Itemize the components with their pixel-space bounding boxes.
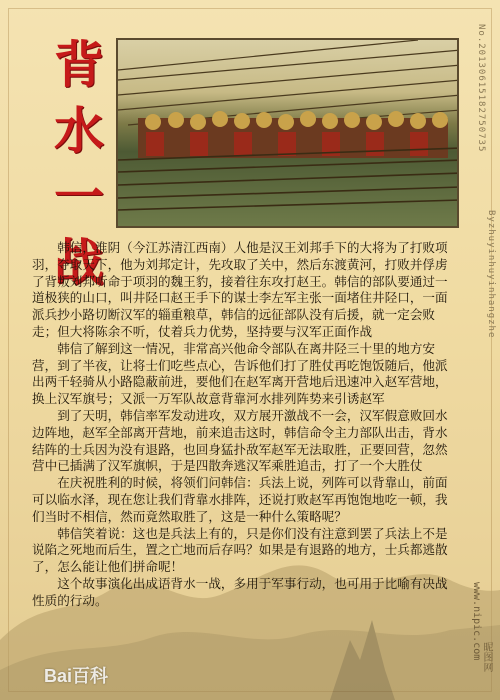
title-char-4: 战	[54, 233, 104, 292]
story-text	[32, 240, 456, 610]
paragraph-2: 韩信了解到这一情况，非常高兴他命令部队在离井陉三十里的地方安营，到了半夜，让将士们吃些点心，告诉他们打了胜仗再吃饱饭随后，他派出两千轻骑从小路隐蔽前进，要他们在赵军离开营地后迅速冲入赵军营地，换上汉军旗号；又派一万军队故意背靠河水排列阵势来引诱赵军	[32, 340, 448, 407]
paragraph-3: 到了天明，韩信率军发动进攻，双方展开激战不一会，汉军假意败回水边阵地，赵军全部离开营地，前来追击这时，韩信命令主力部队出击，背水结阵的士兵因为没有退路，也回身猛扑敌军赵军无法取胜，正要回营，忽然营中已插满了汉军旗帜，于是四散奔逃汉军乘胜追击，打了一个大胜仗	[32, 407, 448, 474]
phalanx-illustration	[118, 40, 459, 228]
paragraph-6: 这个故事演化出成语背水一战，多用于军事行动，也可用于比喻有决战性质的行动。	[32, 575, 448, 608]
image-id-text: No.20130615182750735	[476, 24, 486, 153]
title-char-1: 背	[54, 35, 104, 94]
author-text: Byzhuyinhuyinhangzhe	[486, 210, 496, 339]
paragraph-1: 韩信，淮阴（今江苏清江西南）人他是汉王刘邦手下的大将为了打败项羽，夺取天下，他为刘邦定计，先攻取了关中，然后东渡黄河，打败并俘虏了背叛刘邦听命于项羽的魏王豹，接着往东攻打赵王。韩信的部队要通过一道极狭的山口，叫井陉口赵王手下的谋士李左军主张一面堵住井陉口，一面派兵抄小路切断汉军的辎重粮草，韩信的远征部队没有后援，就一定会败走；但大将陈余不听，仗着兵力优势，坚持要与汉军正面作战	[32, 240, 448, 339]
baike-watermark: Bai百科	[44, 666, 109, 686]
site-url: www.nipic.com	[471, 581, 482, 660]
title-char-3: 一	[54, 167, 104, 226]
battle-painting	[116, 38, 459, 228]
paragraph-4: 在庆祝胜利的时候，将领们问韩信：兵法上说，列阵可以背靠山，前面可以临水泽，现在您让我们背靠水排阵，还说打败赵军再饱饱地吃一顿，我们当时不相信，然而竟然取胜了，这是一种什么策略呢？	[32, 475, 448, 524]
title-char-2: 水	[54, 101, 104, 160]
paragraph-5: 韩信笑着说：这也是兵法上有的，只是你们没有注意到罢了兵法上不是说陷之死地而后生，置之亡地而后存吗？如果是有退路的地方，士兵都逃散了，怎么能让他们拼命呢！	[32, 525, 448, 575]
site-watermark: 昵图网	[481, 642, 492, 672]
